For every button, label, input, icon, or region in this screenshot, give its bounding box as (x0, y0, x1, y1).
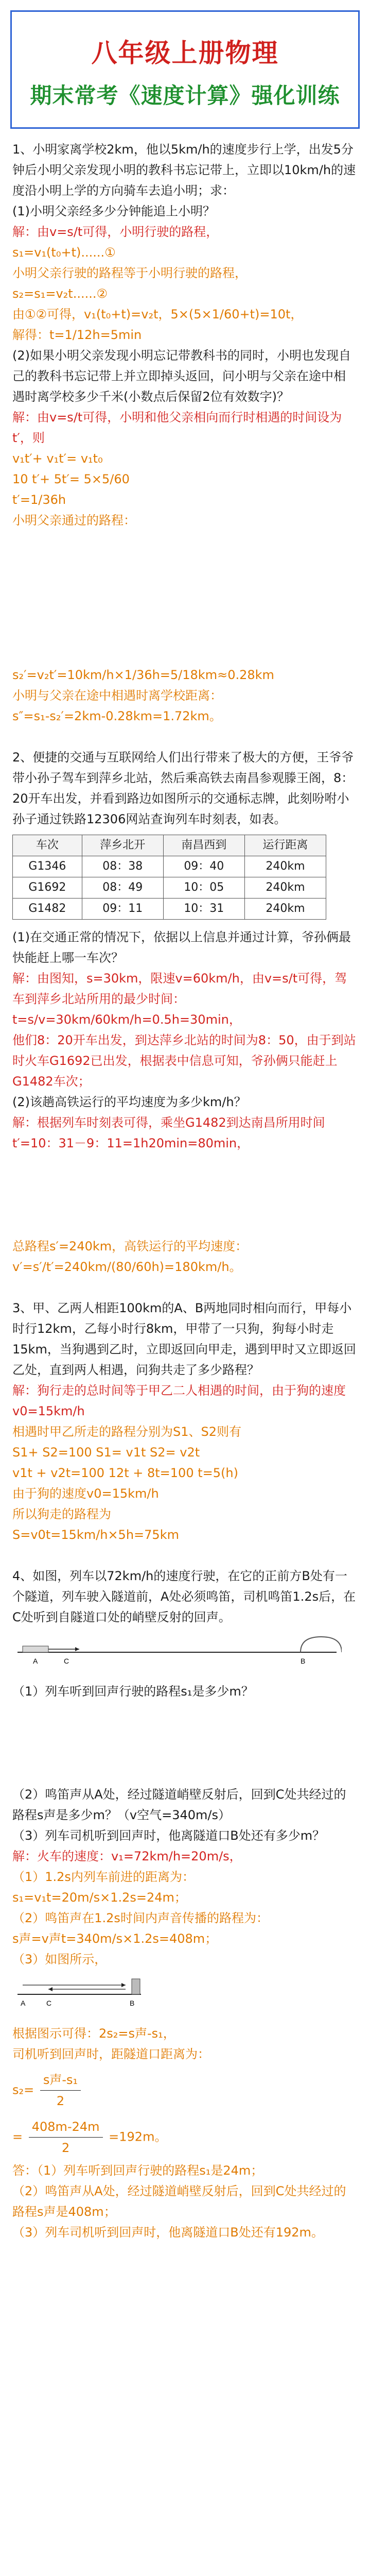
q3-answer-line: 由于狗的速度v0=15km/h (12, 1486, 159, 1501)
q2-answer-line: 总路程s′=240km，高铁运行的平均速度： (12, 1239, 248, 1253)
question-3 (12, 1298, 358, 1545)
table-cell: G1482 (13, 899, 82, 920)
formula-lhs: s₂= (12, 2082, 34, 2097)
table-header-cell: 南昌西到 (163, 835, 244, 856)
q4-conclusion: （3）列车司机听到回声时，他离隧道口B处还有192m。 (12, 2225, 324, 2240)
table-cell: 10：05 (163, 877, 244, 899)
q1-answer-line: v₁t′+ v₁t′= v₁t₀ (12, 451, 103, 466)
q1-answer-line: 10 t′+ 5t′= 5×5/60 (12, 472, 130, 486)
table-cell: 09：11 (82, 899, 163, 920)
cliff-wall (132, 1979, 140, 1994)
page-title: 八年级上册物理 (91, 38, 279, 68)
table-cell: 10：31 (163, 899, 244, 920)
table-header-cell: 车次 (13, 835, 82, 856)
q1-answer-line: 解得：t=1/12h=5min (12, 328, 142, 342)
point-label-b: B (130, 1999, 135, 2007)
q3-answer-line: 解：狗行走的总时间等于甲乙二人相遇的时间，由于狗的速度v0=15km/h (12, 1383, 346, 1418)
q1-answer-line: 小明父亲通过的路程： (12, 513, 136, 528)
fraction-denominator: 2 (56, 2094, 65, 2108)
q1-answer-line: 解：由v=s/t可得，小明和他父亲相向而行时相遇的时间设为t′，则 (12, 410, 342, 445)
question-2 (12, 747, 358, 1277)
q4-answer-line: s₁=v₁t=20m/s×1.2s=24m； (12, 1890, 187, 1905)
formula-rhs: =192m。 (109, 2129, 167, 2144)
point-label-a: A (33, 1657, 38, 1665)
point-label-c: C (64, 1657, 69, 1665)
tunnel-diagram-solution (12, 1974, 146, 2010)
q2-answer-line: t′=10：31－9：11=1h20min=80min， (12, 1136, 250, 1150)
question-3-stem: 3、甲、乙两人相距100km的A、B两地同时相向而行，甲每小时行12km，乙每小时行8km，甲带了一只狗，狗每小时走15km，当狗遇到乙时，立即返回向甲走，遇到甲时又立即返回乙处，直到两人相遇，问狗共走了多少路程？ (12, 1301, 356, 1377)
q4-answer-line: 司机听到回声时，距隧道口距离为： (12, 2047, 210, 2061)
q1-answer-line: s₂=s₁=v₂t......② (12, 286, 108, 301)
fraction-numerator: 408m-24m (29, 2116, 103, 2138)
table-cell: 08：38 (82, 856, 163, 877)
q2-answer-line: 他们8：20开车出发，到达萍乡北站的时间为8：50，由于到站时火车G1692已出发，根据表中信息可知，爷孙俩只能赶上G1482车次； (12, 1033, 356, 1089)
table-cell: 08：49 (82, 877, 163, 899)
q1-answer-line: t′=1/36h (12, 493, 66, 507)
spacer (12, 1702, 358, 1784)
point-label-a: A (21, 1999, 26, 2007)
question-4-stem: 4、如图，列车以72km/h的速度行驶，在它的正前方B处有一个隧道，列车驶入隧道前，A处必须鸣笛，司机鸣笛1.2s后，在C处听到自隧道口处的峭壁反射的回声。 (12, 1569, 356, 1624)
tunnel-diagram (12, 1632, 342, 1668)
formula-s2 (12, 2070, 358, 2111)
q3-answer-line: v1t + v2t=100 12t + 8t=100 t=5(h) (12, 1466, 238, 1480)
fraction-denominator: 2 (61, 2141, 70, 2155)
point-label-b: B (301, 1657, 306, 1665)
q4-conclusion: 答：（1）列车听到回声行驶的路程s₁是24m； (12, 2163, 263, 2178)
q4-answer-line: （2）鸣笛声在1.2s时间内声音传播的路程为： (12, 1911, 269, 1925)
question-1-stem: 1、小明家离学校2km，他以5km/h的速度步行上学，出发5分钟后小明父亲发现小明的教科书忘记带上，立即以10km/h的速度沿小明上学的方向骑车去追小明；求： (12, 142, 356, 198)
fraction (29, 2116, 103, 2158)
arrow-head (121, 1983, 126, 1987)
q1-answer-line: s₁=v₁(t₀+t)......① (12, 245, 116, 260)
q4-part-1: （1）列车听到回声行驶的路程s₁是多少m？ (12, 1684, 254, 1699)
q4-answer-line: s声=v声t=340m/s×1.2s=408m； (12, 1931, 218, 1946)
q2-part-1: (1)在交通正常的情况下，依据以上信息并通过计算，爷孙俩最快能赶上哪一车次？ (12, 930, 351, 965)
table-row (13, 899, 326, 920)
table-cell: G1346 (13, 856, 82, 877)
q4-part-3: （3）列车司机听到回声时，他离隧道口B处还有多少m？ (12, 1828, 325, 1843)
table-cell: 240km (244, 856, 326, 877)
spacer (12, 531, 358, 665)
q3-answer-line: 所以狗走的路程为 (12, 1507, 111, 1521)
q4-conclusion: （2）鸣笛声从A处，经过隧道峭壁反射后，回到C处共经过的路程s声是408m； (12, 2184, 346, 2219)
q1-answer-line: 解：由v=s/t可得，小明行驶的路程， (12, 225, 219, 239)
spacer (12, 726, 358, 747)
worksheet-body (12, 139, 358, 2243)
q1-answer-line: s″=s₁-s₂′=2km-0.28km=1.72km。 (12, 709, 222, 723)
question-4 (12, 1566, 358, 2243)
question-1 (12, 139, 358, 726)
page-subtitle: 期末常考《速度计算》强化训练 (30, 83, 340, 108)
table-row (13, 877, 326, 899)
q2-answer-line: t=s/v=30km/60km/h=0.5h=30min， (12, 1012, 241, 1027)
title-banner (10, 10, 360, 129)
q4-answer-line: 解：火车的速度：v₁=72km/h=20m/s， (12, 1849, 242, 1863)
question-2-stem: 2、便捷的交通与互联网给人们出行带来了极大的方便，王爷爷带小孙子驾车到萍乡北站，然后乘高铁去南昌参观滕王阁，8：20开车出发，并看到路边如图所示的交通标志牌，此刻吩咐小孙子通过铁路12306网站查询列车时刻表，如表。 (12, 750, 354, 826)
spacer (12, 1154, 358, 1236)
train-timetable (12, 835, 326, 920)
q3-answer-line: 相遇时甲乙所走的路程分别为S1、S2则有 (12, 1425, 242, 1439)
fraction-numerator: s声-s₁ (40, 2070, 81, 2091)
q3-answer-line: S1+ S2=100 S1= v1t S2= v2t (12, 1445, 200, 1460)
q1-answer-line: 由①②可得，v₁(t₀+t)=v₂t，5×(5×1/60+t)=10t， (12, 307, 303, 321)
table-cell: 240km (244, 899, 326, 920)
q1-answer-line: s₂′=v₂t′=10km/h×1/36h=5/18km≈0.28km (12, 668, 274, 682)
q1-answer-line: 小明与父亲在途中相遇时离学校距离： (12, 688, 222, 703)
fraction (40, 2070, 81, 2111)
formula-s2-value: = $\frac{408m-24m}{2}$ =192m。 (12, 2116, 358, 2158)
q1-part-2: (2)如果小明父亲发现小明忘记带教科书的同时，小明也发现自己的教科书忘记带上并立即掉头返回，问小明与父亲在途中相遇时离学校多少千米(小数点后保留2位有效数字)？ (12, 348, 351, 404)
spacer (12, 1545, 358, 1566)
arrow-head (48, 1987, 52, 1991)
table-row (13, 856, 326, 877)
q4-part-2: （2）鸣笛声从A处，经过隧道峭壁反射后，回到C处共经过的路程s声是多少m？（v空气=340m/s） (12, 1787, 346, 1822)
table-header-cell: 运行距离 (244, 835, 326, 856)
q2-answer-line: 解：由图知，s=30km，限速v=60km/h，由v=s/t可得，驾车到萍乡北站所用的最少时间： (12, 971, 347, 1006)
q2-answer-line: v′=s′/t′=240km/(80/60h)=180km/h。 (12, 1260, 242, 1274)
table-cell: 240km (244, 877, 326, 899)
train-body (23, 1646, 48, 1652)
q4-answer-line: （3）如图所示， (12, 1952, 107, 1967)
q4-answer-line: 根据图示可得：2s₂=s声-s₁， (12, 2026, 175, 2041)
arrow-head (75, 1647, 79, 1651)
q4-answer-line: （1）1.2s内列车前进的距离为： (12, 1870, 195, 1884)
table-cell: G1692 (13, 877, 82, 899)
tunnel-mouth (301, 1637, 342, 1652)
q2-part-2: (2)该趟高铁运行的平均速度为多少km/h？ (12, 1095, 246, 1109)
table-header-cell: 萍乡北开 (82, 835, 163, 856)
q1-part-1: (1)小明父亲经多少分钟能追上小明？ (12, 204, 215, 218)
q3-answer-line: S=v0t=15km/h×5h=75km (12, 1528, 179, 1542)
table-cell: 09：40 (163, 856, 244, 877)
q2-answer-line: 解：根据列车时刻表可得，乘坐G1482到达南昌所用时间 (12, 1115, 325, 1130)
point-label-c: C (46, 1999, 52, 2007)
spacer (12, 1277, 358, 1298)
q1-answer-line: 小明父亲行驶的路程等于小明行驶的路程， (12, 266, 247, 280)
